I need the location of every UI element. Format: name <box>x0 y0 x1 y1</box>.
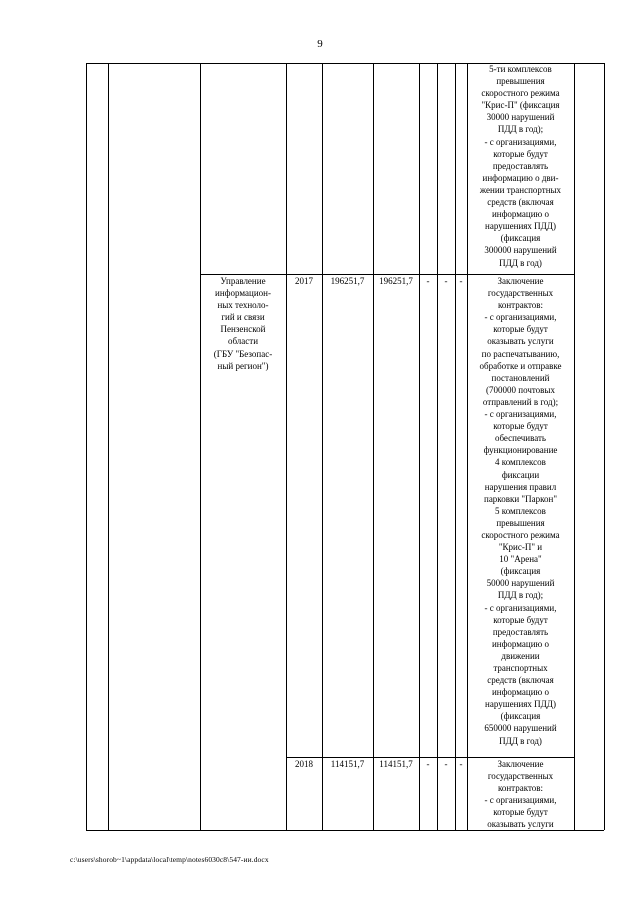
description-line: которые будут <box>493 148 548 159</box>
description-line: Заключение <box>497 276 544 286</box>
description-line: Заключение <box>497 759 544 769</box>
description-line: контрактов: <box>497 300 544 311</box>
description-line: постановлений <box>491 372 550 383</box>
description-line: 4 комплексов <box>495 457 546 468</box>
description-line: движении <box>501 650 540 661</box>
year-cell: 2018 <box>295 759 313 769</box>
total-cell: 114151,7 <box>330 759 365 769</box>
description-cell <box>467 275 574 747</box>
footer-file-path: c:\users\shorob~1\appdata\local\temp\notes6030c8\547-ии.docx <box>70 855 269 864</box>
description-line: которые будут <box>493 614 548 625</box>
description-line: информацию о <box>491 209 550 220</box>
dash-cell: - <box>459 759 463 769</box>
description-line: предоставлять <box>492 160 549 171</box>
description-line: контрактов: <box>497 783 544 794</box>
column-border <box>286 63 287 830</box>
executor-line: ный регион") <box>217 360 269 371</box>
column-border <box>373 63 374 830</box>
description-line: средств (включая <box>487 197 554 208</box>
dash-cell: - <box>426 276 430 286</box>
description-line: государственных <box>487 288 554 299</box>
description-line: ПДД в год); <box>497 590 544 601</box>
description-line: обеспечивать <box>494 433 547 444</box>
executor-line: Пензенской <box>220 324 266 335</box>
description-line: обработке и отправке <box>479 360 562 371</box>
description-line: скоростного режима <box>481 88 560 99</box>
dash-cell: - <box>444 759 448 769</box>
executor-line: Управление <box>220 276 266 286</box>
description-line: 30000 нарушений <box>486 112 555 123</box>
executor-line: области <box>227 336 259 347</box>
description-line: ПДД в год); <box>497 124 544 135</box>
description-line: нарушениях ПДД) <box>485 699 556 710</box>
column-border <box>437 63 438 830</box>
description-line: скоростного режима <box>481 529 560 540</box>
description-line: нарушения правил <box>484 481 557 492</box>
description-line: которые будут <box>493 324 548 335</box>
total-cell: 196251,7 <box>330 276 365 286</box>
description-line: 300000 нарушений <box>484 245 557 256</box>
description-line: жении транспортных <box>479 184 562 195</box>
description-line: функционирование <box>483 445 558 456</box>
column-border <box>322 63 323 830</box>
description-line: - с организациями, <box>484 795 557 806</box>
description-line: - с организациями, <box>484 136 557 147</box>
description-line: информацию о <box>491 638 550 649</box>
description-line: информацию о дви- <box>482 172 559 183</box>
regional-budget-cell: 196251,7 <box>379 276 413 286</box>
column-border <box>419 63 420 830</box>
description-line: ПДД в год) <box>499 257 542 268</box>
executor-line: ных техноло- <box>217 300 269 311</box>
description-line: информацию о <box>491 687 550 698</box>
description-line: - с организациями, <box>484 602 557 613</box>
description-line: (700000 почтовых <box>486 384 555 395</box>
description-line: 5-ти комплексов <box>489 64 552 74</box>
page-number: 9 <box>317 38 323 50</box>
regional-budget-cell: 114151,7 <box>379 759 413 769</box>
dash-cell: - <box>459 276 463 286</box>
description-line: парковки "Паркон" <box>484 493 557 504</box>
description-line: которые будут <box>493 421 548 432</box>
description-line: средств (включая <box>487 675 554 686</box>
column-border <box>86 63 87 830</box>
description-cell <box>467 63 574 269</box>
column-border <box>200 63 201 830</box>
description-line: (фиксация <box>500 711 541 722</box>
dash-cell: - <box>426 759 430 769</box>
executor-cell <box>200 275 286 372</box>
column-border <box>604 63 605 830</box>
description-line: оказывать услуги <box>487 819 554 830</box>
description-line: транспортных <box>493 663 548 673</box>
description-line: "Крис-П" и <box>498 542 543 553</box>
description-line: - с организациями, <box>484 312 557 323</box>
description-line: превышения <box>496 76 545 87</box>
description-line: 10 "Арена" <box>499 554 542 565</box>
description-line: (фиксация <box>500 233 541 244</box>
year-cell: 2017 <box>295 276 313 286</box>
description-line: 5 комплексов <box>495 505 546 516</box>
column-border <box>108 63 109 830</box>
description-line: предоставлять <box>492 626 549 637</box>
executor-line: информацион- <box>215 288 271 299</box>
description-line: 50000 нарушений <box>486 578 555 589</box>
description-line: 650000 нарушений <box>484 723 557 734</box>
description-line: "Крис-П" (фиксация <box>481 100 560 111</box>
dash-cell: - <box>444 276 448 286</box>
description-line: которые будут <box>493 807 548 818</box>
column-border <box>455 63 456 830</box>
description-line: отправлений в год); <box>482 396 559 407</box>
executor-line: (ГБУ "Безопас- <box>213 348 273 359</box>
description-line: государственных <box>487 771 554 782</box>
column-border <box>574 63 575 830</box>
description-line: нарушениях ПДД) <box>485 221 556 232</box>
description-line: ПДД в год) <box>499 735 542 746</box>
description-line: - с организациями, <box>484 409 557 420</box>
description-line: превышения <box>496 517 545 528</box>
description-cell <box>467 758 574 831</box>
description-line: по распечатыванию, <box>481 348 560 359</box>
description-line: фиксации <box>501 469 540 480</box>
description-line: оказывать услуги <box>487 336 554 347</box>
description-line: (фиксация <box>500 566 541 577</box>
executor-line: гий и связи <box>221 312 265 323</box>
